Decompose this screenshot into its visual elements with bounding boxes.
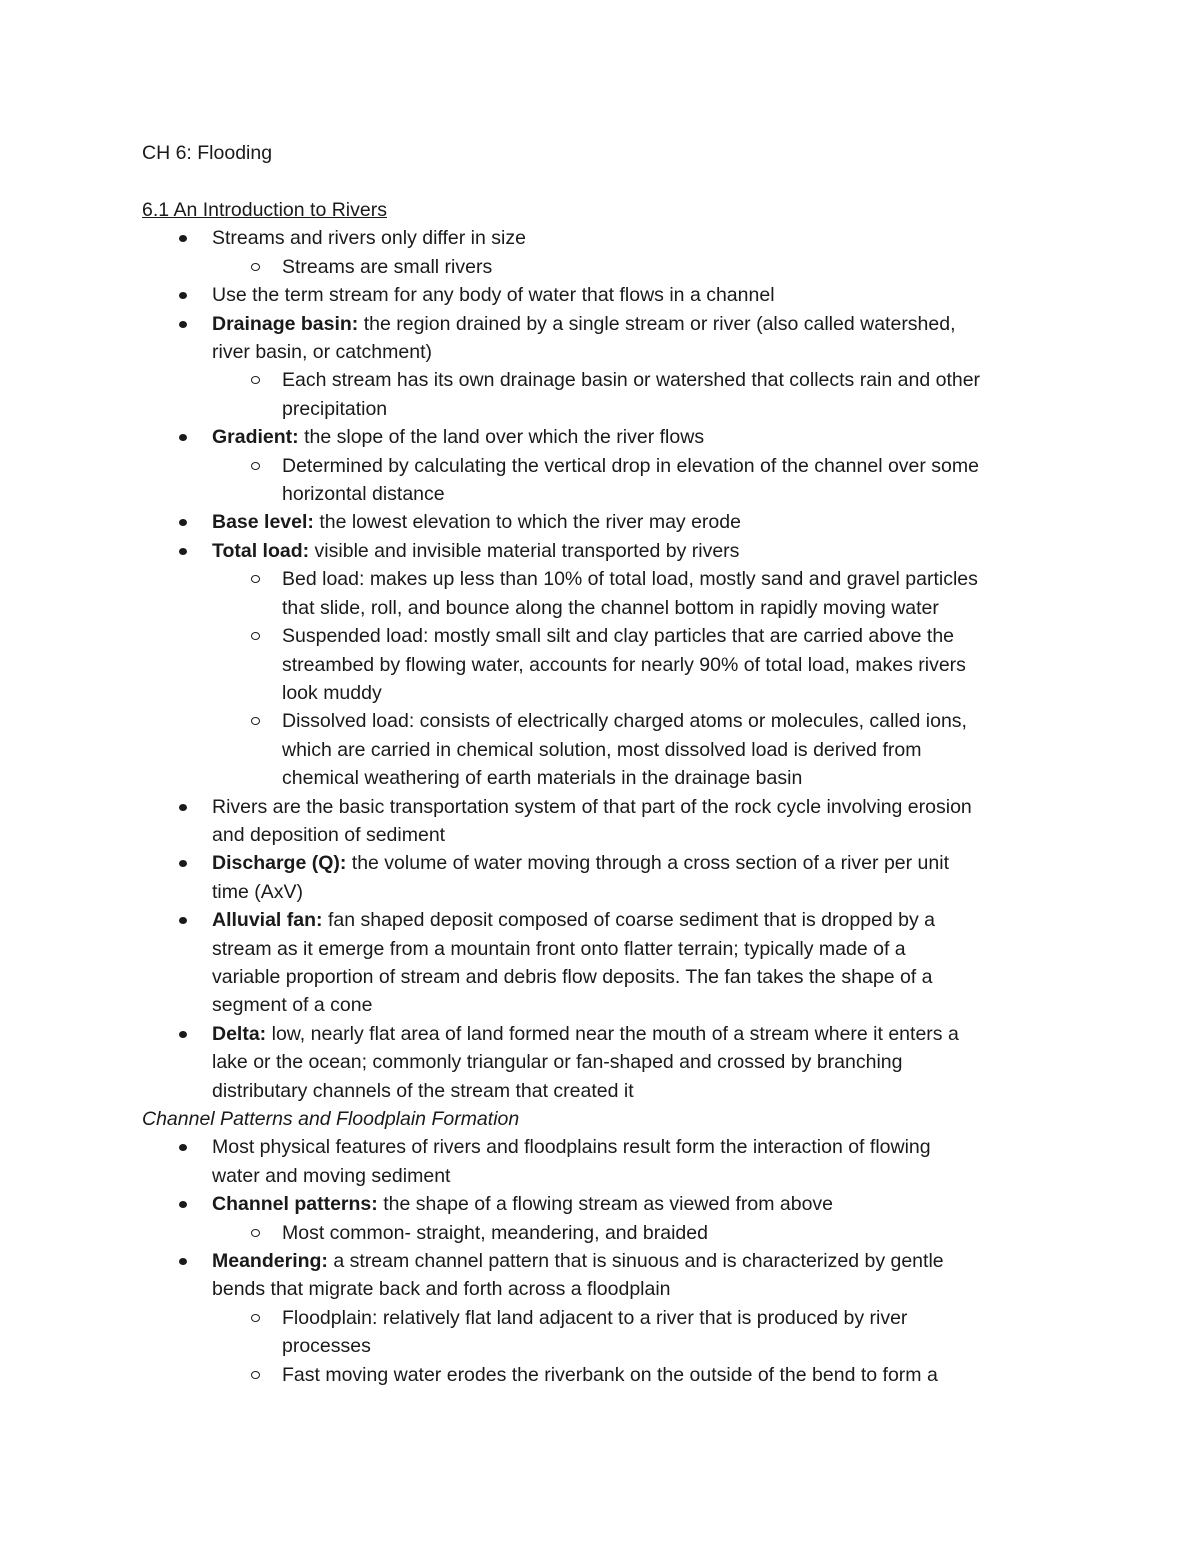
bullet-dot-icon	[179, 321, 187, 328]
line-text: river basin, or catchment)	[212, 341, 432, 364]
sub-bullet-list	[212, 253, 1072, 281]
sub-list-item-line: Suspended load: mostly small silt and clay particles that are carried above the	[282, 625, 955, 648]
list-item-line	[212, 1133, 1072, 1161]
list-item	[142, 281, 1072, 309]
line-text: the shape of a flowing stream as viewed from above	[377, 1193, 834, 1216]
sub-list-item-line: Streams are small rivers	[282, 255, 493, 278]
bullet-circle-icon	[251, 632, 260, 640]
list-item-line	[212, 1247, 1072, 1275]
bullet-dot-icon	[179, 1031, 187, 1038]
bullet-circle-icon	[251, 263, 260, 271]
bullet-dot-icon	[179, 292, 187, 299]
list-item-line	[212, 423, 1072, 451]
list-item-line	[212, 793, 1072, 821]
term-label: Discharge (Q):	[212, 852, 347, 875]
bullet-circle-icon	[251, 1229, 260, 1237]
list-item-line	[212, 338, 1072, 366]
list-item-line	[212, 224, 1072, 252]
sub-bullet-list	[212, 1304, 1072, 1389]
term-label: Drainage basin:	[212, 312, 359, 335]
line-text: visible and invisible material transported by rivers	[309, 539, 740, 562]
sub-list-item-line: Most common- straight, meandering, and braided	[282, 1221, 708, 1244]
bullet-circle-icon	[251, 575, 260, 583]
line-text: time (AxV)	[212, 880, 304, 903]
bullet-circle-icon	[251, 462, 260, 470]
section-heading-intro-rivers: 6.1 An Introduction to Rivers	[142, 199, 387, 221]
line-text: stream as it emerge from a mountain front onto flatter terrain; typically made of a	[212, 937, 906, 960]
line-text: Use the term stream for any body of water that flows in a channel	[212, 284, 775, 307]
line-text: segment of a cone	[212, 994, 373, 1017]
line-text: distributary channels of the stream that created it	[212, 1079, 634, 1102]
list-item-line	[212, 935, 1072, 963]
sub-list-item	[212, 565, 1072, 622]
list-item	[142, 310, 1072, 424]
page-title: CH 6: Flooding	[142, 142, 273, 164]
list-item-line	[212, 1077, 1072, 1105]
list-item-line	[212, 1190, 1072, 1218]
sub-list-item	[212, 707, 1072, 792]
list-item-line	[212, 878, 1072, 906]
line-text: Streams and rivers only differ in size	[212, 227, 526, 250]
line-text: a stream channel pattern that is sinuous and is characterized by gentle	[327, 1250, 944, 1273]
term-label: Base level:	[212, 511, 314, 534]
sub-list-item	[212, 1304, 1072, 1361]
sub-list-item-line: precipitation	[282, 397, 388, 420]
list-item	[142, 508, 1072, 536]
sub-list-item-line: look muddy	[282, 681, 382, 704]
list-item	[142, 906, 1072, 1020]
list-item	[142, 849, 1072, 906]
term-label: Total load:	[212, 539, 310, 562]
term-label: Channel patterns:	[212, 1193, 378, 1216]
list-item-line	[212, 537, 1072, 565]
list-item	[142, 793, 1072, 850]
bullet-list-intro-rivers	[142, 224, 1072, 1105]
sub-list-item-line: streambed by flowing water, accounts for nearly 90% of total load, makes rivers	[282, 653, 966, 676]
list-item	[142, 537, 1072, 793]
sub-list-item-line: Determined by calculating the vertical drop in elevation of the channel over some	[282, 454, 979, 477]
list-item-line	[212, 310, 1072, 338]
list-item-line	[212, 963, 1072, 991]
list-item-line	[212, 821, 1072, 849]
list-item-line	[212, 1162, 1072, 1190]
list-item-line	[212, 508, 1072, 536]
line-text: lake or the ocean; commonly triangular or fan-shaped and crossed by branching	[212, 1051, 903, 1074]
line-text: Rivers are the basic transportation system of that part of the rock cycle involving erosion	[212, 795, 972, 818]
sub-list-item	[212, 622, 1072, 707]
sub-list-item-line: which are carried in chemical solution, most dissolved load is derived from	[282, 738, 922, 761]
list-item	[142, 224, 1072, 281]
list-item-line	[212, 1020, 1072, 1048]
list-item-line	[212, 1275, 1072, 1303]
line-text: variable proportion of stream and debris flow deposits. The fan takes the shape of a	[212, 965, 933, 988]
bullet-list-channel-patterns	[142, 1133, 1072, 1389]
line-text: low, nearly flat area of land formed near the mouth of a stream where it enters a	[266, 1022, 959, 1045]
bullet-circle-icon	[251, 1314, 260, 1322]
term-label: Gradient:	[212, 426, 299, 449]
list-item	[142, 1247, 1072, 1389]
list-item	[142, 1190, 1072, 1247]
sub-list-item	[212, 366, 1072, 423]
list-item	[142, 1133, 1072, 1190]
document-page	[142, 138, 1072, 1389]
bullet-dot-icon	[179, 434, 187, 441]
line-text: fan shaped deposit composed of coarse sediment that is dropped by a	[322, 909, 936, 932]
sub-list-item-line: that slide, roll, and bounce along the channel bottom in rapidly moving water	[282, 596, 939, 619]
line-text: the slope of the land over which the river flows	[298, 426, 705, 449]
list-item	[142, 423, 1072, 508]
bullet-circle-icon	[251, 376, 260, 384]
list-item-line	[212, 991, 1072, 1019]
sub-list-item-line: chemical weathering of earth materials in the drainage basin	[282, 767, 803, 790]
list-item-line	[212, 906, 1072, 934]
sub-bullet-list	[212, 565, 1072, 792]
line-text: and deposition of sediment	[212, 823, 446, 846]
sub-list-item-line: Each stream has its own drainage basin or watershed that collects rain and other	[282, 369, 981, 392]
sub-list-item-line: Bed load: makes up less than 10% of total load, mostly sand and gravel particles	[282, 568, 978, 591]
sub-list-item	[212, 1361, 1072, 1389]
bullet-dot-icon	[179, 235, 187, 242]
line-text: the region drained by a single stream or river (also called watershed,	[358, 312, 956, 335]
line-text: bends that migrate back and forth across a floodplain	[212, 1278, 671, 1301]
bullet-dot-icon	[179, 804, 187, 811]
bullet-dot-icon	[179, 1258, 187, 1265]
bullet-dot-icon	[179, 548, 187, 555]
list-item-line	[212, 849, 1072, 877]
bullet-circle-icon	[251, 1371, 260, 1379]
list-item-line	[212, 281, 1072, 309]
sub-list-item-line: horizontal distance	[282, 483, 445, 506]
bullet-dot-icon	[179, 519, 187, 526]
sub-list-item-line: Floodplain: relatively flat land adjacent to a river that is produced by river	[282, 1306, 908, 1329]
sub-bullet-list	[212, 1219, 1072, 1247]
term-label: Alluvial fan:	[212, 909, 323, 932]
sub-list-item-line: Dissolved load: consists of electrically charged atoms or molecules, called ions,	[282, 710, 967, 733]
bullet-dot-icon	[179, 917, 187, 924]
section-heading-channel-patterns: Channel Patterns and Floodplain Formation	[142, 1108, 520, 1130]
sub-bullet-list	[212, 452, 1072, 509]
list-item-line	[212, 1048, 1072, 1076]
line-text: Most physical features of rivers and floodplains result form the interaction of flowing	[212, 1136, 931, 1159]
sub-list-item	[212, 253, 1072, 281]
bullet-dot-icon	[179, 1144, 187, 1151]
sub-list-item	[212, 452, 1072, 509]
sub-list-item	[212, 1219, 1072, 1247]
bullet-dot-icon	[179, 860, 187, 867]
sub-list-item-line: processes	[282, 1335, 371, 1358]
line-text: the lowest elevation to which the river may erode	[313, 511, 741, 534]
bullet-dot-icon	[179, 1201, 187, 1208]
list-item	[142, 1020, 1072, 1105]
term-label: Meandering:	[212, 1250, 328, 1273]
line-text: the volume of water moving through a cross section of a river per unit	[346, 852, 949, 875]
sub-bullet-list	[212, 366, 1072, 423]
bullet-circle-icon	[251, 717, 260, 725]
term-label: Delta:	[212, 1022, 267, 1045]
sub-list-item-line: Fast moving water erodes the riverbank on the outside of the bend to form a	[282, 1363, 938, 1386]
line-text: water and moving sediment	[212, 1164, 451, 1187]
